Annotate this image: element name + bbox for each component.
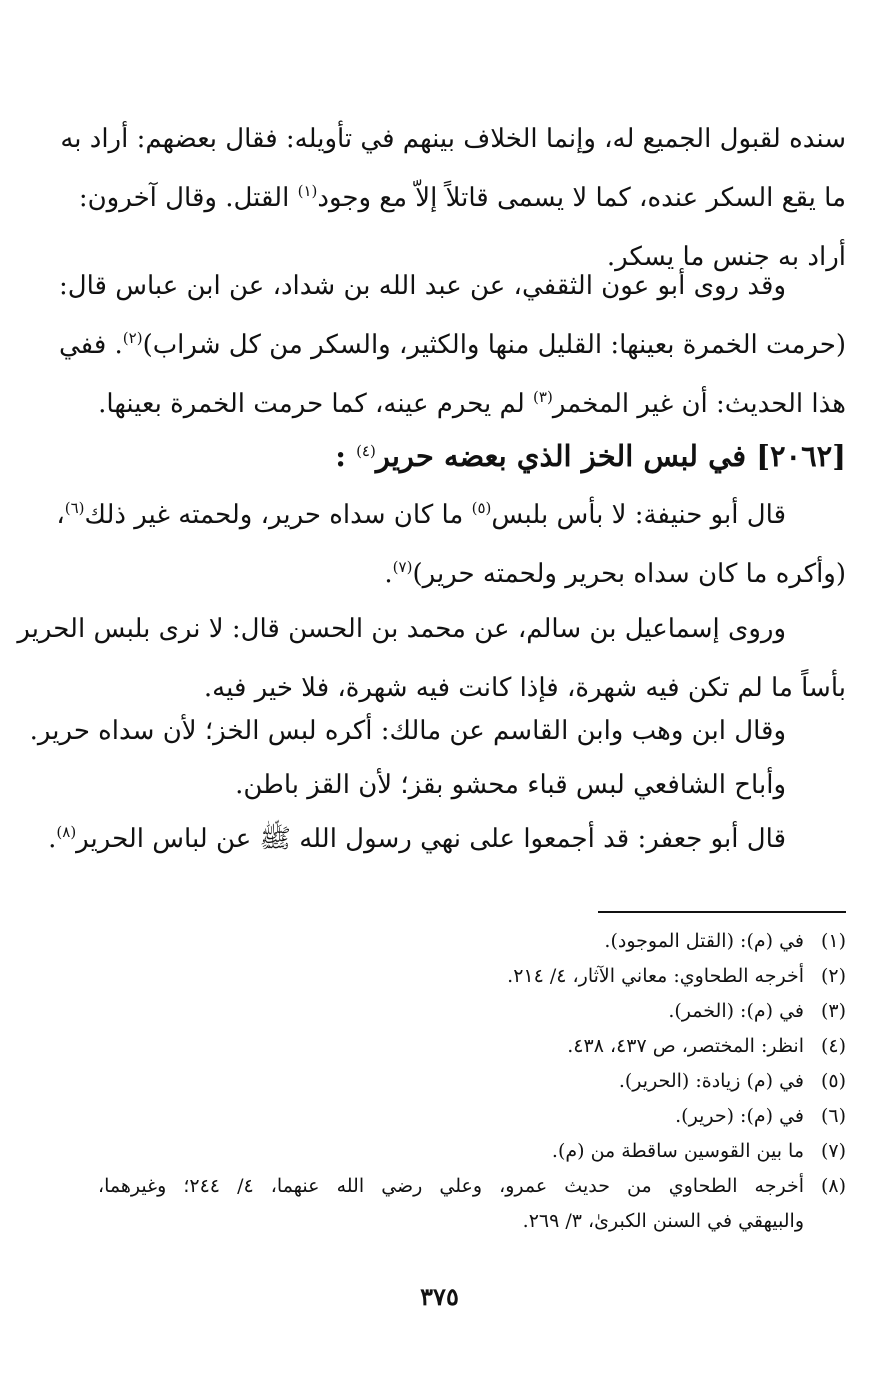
footnote-text: في (م): (القتل الموجود).	[604, 930, 804, 952]
footnote-item	[98, 959, 846, 994]
footnote-item	[98, 1064, 846, 1099]
text-line: قال أبو جعفر: قد أجمعوا على نهي رسول الله ﷺ عن لباس الحرير$^{(٨)}$.	[48, 823, 786, 854]
text-line: (حرمت الخمرة بعينها: القليل منها والكثير، والسكر من كل شراب)$^{(٢)}$. ففي	[59, 329, 846, 360]
footnote-number: (٣)	[820, 1000, 846, 1022]
footnotes	[98, 924, 846, 1239]
footnote-number: (٨)	[820, 1175, 846, 1197]
footnote-ref[interactable]: (٣)	[533, 388, 553, 406]
footnote-continuation	[98, 1204, 846, 1239]
text-line: (وأكره ما كان سداه بحرير ولحمته حرير)$^{(٧)}$.	[384, 558, 846, 589]
text-line: وروى إسماعيل بن سالم، عن محمد بن الحسن قال: لا نرى بلبس الحرير	[17, 614, 786, 644]
heading-colon: :	[335, 439, 346, 473]
footnote-item	[98, 924, 846, 959]
footnote-item	[98, 1029, 846, 1064]
footnote-ref[interactable]: (٢)	[122, 329, 143, 347]
footnote-text: أخرجه الطحاوي من حديث عمرو، وعلي رضي الله عنهما، ٤/ ٢٤٤؛ وغيرهما،	[98, 1175, 804, 1197]
paragraph-6	[98, 756, 846, 815]
footnote-text: في (م): (حرير).	[675, 1105, 804, 1127]
footnote-number: (١)	[820, 930, 846, 952]
section-heading	[98, 430, 846, 482]
paragraph-5	[29, 702, 846, 761]
text-line: وقد روى أبو عون الثقفي، عن عبد الله بن شداد، عن ابن عباس قال:	[58, 271, 786, 301]
footnote-ref[interactable]: (٨)	[56, 823, 77, 841]
paragraph-7	[48, 810, 846, 869]
paragraph-2	[58, 257, 846, 434]
footnote-ref[interactable]: (٥)	[471, 499, 492, 517]
section-title: في لبس الخز الذي بعضه حرير	[375, 439, 747, 473]
page-number: ٣٧٥	[420, 1282, 459, 1311]
footnote-ref[interactable]: (٤)	[356, 442, 376, 460]
footnote-number: (٦)	[820, 1105, 846, 1127]
footnote-text: انظر: المختصر، ص ٤٣٧، ٤٣٨.	[567, 1035, 804, 1057]
footnote-item	[98, 1099, 846, 1134]
text-line: بأساً ما لم تكن فيه شهرة، فإذا كانت فيه شهرة، فلا خير فيه.	[203, 673, 846, 703]
text-line: أراد به جنس ما يسكر.	[606, 242, 846, 272]
footnote-text: في (م) زيادة: (الحرير).	[618, 1070, 804, 1092]
text-line: هذا الحديث: أن غير المخمر$^{(٣)}$ لم يحرم عينه، كما حرمت الخمرة بعينها.	[98, 388, 846, 419]
footnote-number: (٤)	[820, 1035, 846, 1057]
footnote-ref[interactable]: (١)	[297, 182, 318, 200]
footnote-text: ما بين القوسين ساقطة من (م).	[551, 1140, 804, 1162]
footnote-item	[98, 1134, 846, 1169]
footnote-item	[98, 1169, 846, 1204]
paragraph-3	[56, 486, 846, 604]
section-number: [٢٠٦٢]	[756, 439, 846, 473]
footnote-text: أخرجه الطحاوي: معاني الآثار، ٤/ ٢١٤.	[507, 965, 804, 987]
footnote-ref[interactable]: (٧)	[392, 558, 413, 576]
footnote-text: في (م): (الخمر).	[668, 1000, 804, 1022]
text-line: ما يقع السكر عنده، كما لا يسمى قاتلاً إلاّ مع وجود$^{(١)}$ القتل. وقال آخرون:	[78, 182, 846, 213]
footnote-number: (٥)	[820, 1070, 846, 1092]
text-line: وقال ابن وهب وابن القاسم عن مالك: أكره لبس الخز؛ لأن سداه حرير.	[29, 716, 786, 746]
text-line: سنده لقبول الجميع له، وإنما الخلاف بينهم في تأويله: فقال بعضهم: أراد به	[60, 124, 846, 154]
footnote-number: (٢)	[820, 965, 846, 987]
paragraph-4	[17, 600, 846, 718]
footnote-number: (٧)	[820, 1140, 846, 1162]
footnote-ref[interactable]: (٦)	[64, 499, 85, 517]
footnote-separator	[598, 911, 846, 913]
text-line: قال أبو حنيفة: لا بأس بلبس$^{(٥)}$ ما كان سداه حرير، ولحمته غير ذلك$^{(٦)}$،	[56, 499, 786, 530]
footnote-item	[98, 994, 846, 1029]
footnote-text: والبيهقي في السنن الكبرىٰ، ٣/ ٢٦٩.	[522, 1210, 804, 1232]
text-line: وأباح الشافعي لبس قباء محشو بقز؛ لأن القز باطن.	[235, 770, 786, 800]
